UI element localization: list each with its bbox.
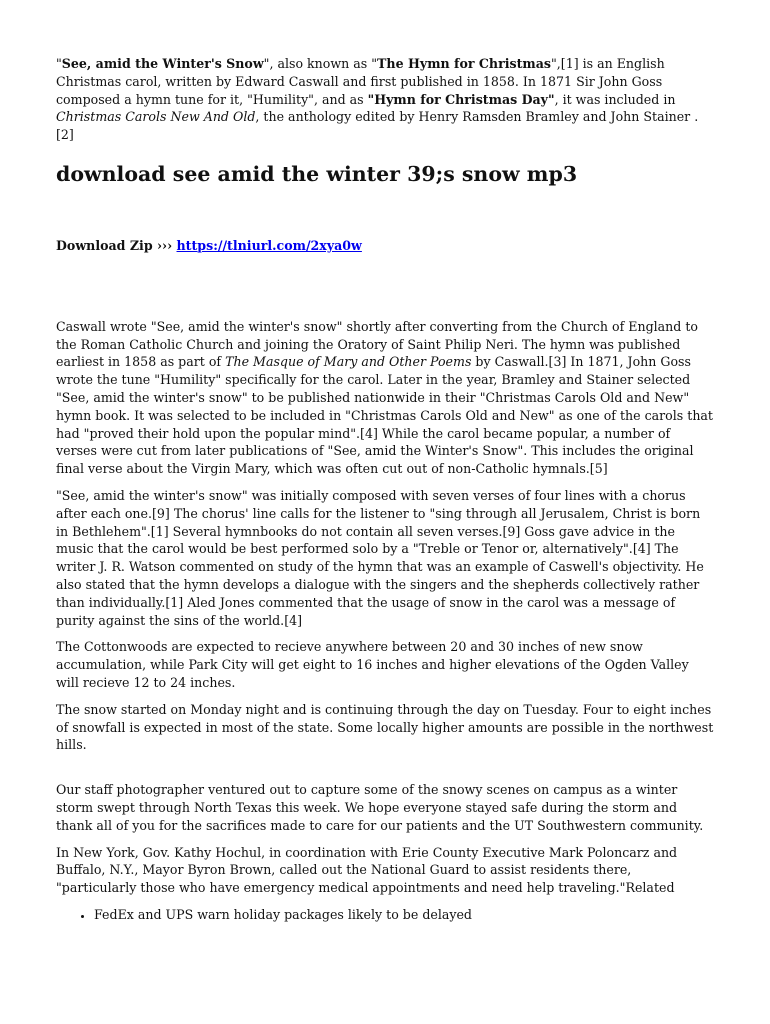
- paragraph-composition: "See, amid the winter's snow" was initially composed with seven verses of four lines with a chorus after each one.[9] The chorus' line calls for the listener to "sing through all Jerusalem, Christ is born in Bethlehem".[1] Several hymnbooks do not contain all seven verses.[9] Goss gave advice in the music that the carol would be best performed solo by a "Treble or Tenor or, alternatively".[4] The writer J. R. Watson commented on study of the hymn that was an example of Caswell's objectivity. He also stated that the hymn develops a dialogue with the singers and the shepherds collectively rather than individually.[1] Aled Jones commented that the usage of snow in the carol was a message of purity against the sins of the world.[4]: [56, 487, 704, 628]
- paragraph-photographer: Our staff photographer ventured out to capture some of the snowy scenes on campus as a winter storm swept through North Texas this week. We hope everyone stayed safe during the storm and thank all of you for the sacrifices made to care for our patients and the UT Southwestern community.: [56, 782, 704, 833]
- paragraph-history: [56, 318, 714, 478]
- alt-title-2: "Hymn for Christmas Day": [367, 91, 555, 107]
- intro-text: , the anthology edited by Henry Ramsden Bramley and John Stainer .[2]: [56, 109, 699, 143]
- list-item: • FedEx and UPS warn holiday packages likely to be delayed: [94, 906, 714, 924]
- alt-title: The Hymn for Christmas: [377, 56, 551, 71]
- page-heading: download see amid the winter 39;s snow mp3: [56, 161, 578, 186]
- download-line: [56, 237, 714, 255]
- intro-text: ", also known as ": [263, 56, 378, 71]
- book-title: The Masque of Mary and Other Poems: [225, 354, 472, 370]
- intro-text: ": [56, 56, 62, 71]
- paragraph-text: by Caswall.[3] In 1871, John Goss wrote the tune "Humility" specifically for the carol. Later in the year, Bramley and Stainer selected "See, amid the winter's snow" to be published nationwide in their "Christmas Carols Old and New" hymn book. It was selected to be included in "Christmas Carols Old and New" as one of the carols that had "proved their hold upon the popular mind".[4] While the carol became popular, a number of verses were cut from later publications of "See, amid the Winter's Snow". This includes the original final verse about the Virgin Mary, which was often cut out of non-Catholic hymnals.[5]: [56, 354, 713, 477]
- paragraph-text: Caswall wrote "See, amid the winter's snow" shortly after converting from the Church of England to the Roman Catholic Church and joining the Oratory of Saint Philip Neri. The hymn was published earliest in 1858 as part of: [56, 318, 699, 370]
- book-title: Christmas Carols New And Old: [56, 109, 256, 125]
- intro-text: ",[1] is an English Christmas carol, written by Edward Caswall and first published in 1858. In 1871 Sir John Goss composed a hymn tune for it, "Humility", and as: [56, 56, 665, 107]
- download-label: Download Zip ›››: [56, 237, 177, 253]
- intro-paragraph: [56, 55, 714, 144]
- carol-title: See, amid the Winter's Snow: [61, 56, 264, 71]
- paragraph-cottonwoods: The Cottonwoods are expected to recieve anywhere between 20 and 30 inches of new snow accumulation, while Park City will get eight to 16 inches and higher elevations of the Ogden Valley will recieve 12 to 24 inches.: [56, 639, 689, 690]
- intro-text: , it was included in: [554, 91, 676, 107]
- paragraph-snow-start: The snow started on Monday night and is continuing through the day on Tuesday. Four to eight inches of snowfall is expected in most of the state. Some locally higher amounts are possible in the northwest hills.: [56, 701, 714, 753]
- related-list: [56, 906, 714, 924]
- paragraph-new-york: In New York, Gov. Kathy Hochul, in coordination with Erie County Executive Mark Poloncarz and Buffalo, N.Y., Mayor Byron Brown, called out the National Guard to assist residents there, "particularly those who have emergency medical appointments and need help traveling."Related: [56, 844, 678, 896]
- download-link[interactable]: https://tlniurl.com/2xya0w: [176, 237, 362, 253]
